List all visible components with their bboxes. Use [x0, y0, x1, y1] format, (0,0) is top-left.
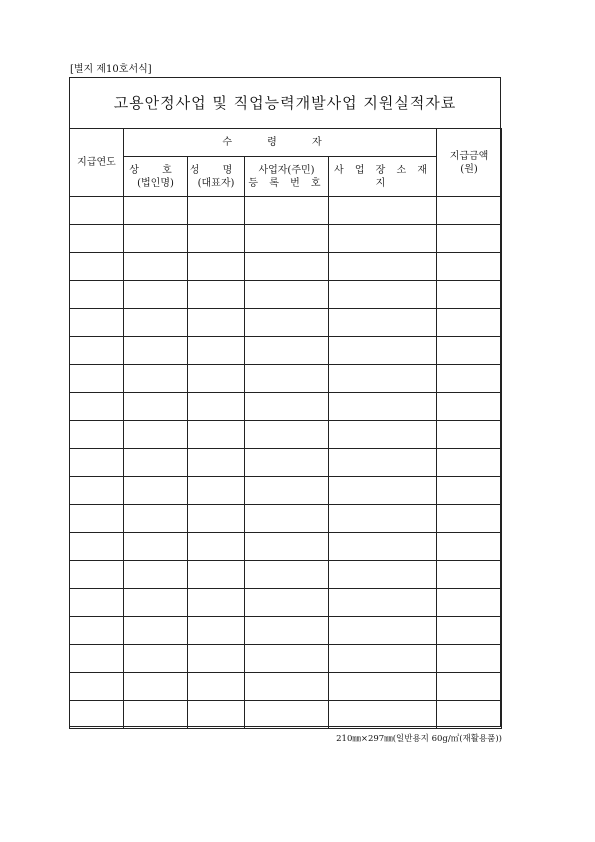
trade-name-cell[interactable]	[124, 449, 188, 477]
header-trade-name	[124, 157, 188, 197]
person-name-cell[interactable]	[188, 701, 245, 729]
payment-amount-cell[interactable]	[437, 253, 502, 281]
person-name-cell[interactable]	[188, 253, 245, 281]
reg-number-cell[interactable]	[245, 673, 329, 701]
business-location-cell[interactable]	[329, 617, 437, 645]
reg-number-cell[interactable]	[245, 477, 329, 505]
trade-name-cell[interactable]	[124, 393, 188, 421]
header-business-location	[329, 157, 437, 197]
table-row	[70, 197, 502, 225]
business-location-cell[interactable]	[329, 309, 437, 337]
payment-amount-cell[interactable]	[437, 365, 502, 393]
table-row	[70, 645, 502, 673]
person-name-cell[interactable]	[188, 393, 245, 421]
header-recipient	[124, 129, 437, 157]
payment-year-cell[interactable]	[70, 421, 124, 449]
payment-year-cell[interactable]	[70, 477, 124, 505]
reg-number-cell[interactable]	[245, 393, 329, 421]
business-location-cell[interactable]	[329, 197, 437, 225]
trade-name-cell[interactable]	[124, 253, 188, 281]
table-row	[70, 701, 502, 729]
payment-amount-cell[interactable]	[437, 617, 502, 645]
payment-amount-cell[interactable]	[437, 673, 502, 701]
business-location-cell[interactable]	[329, 561, 437, 589]
person-name-cell[interactable]	[188, 421, 245, 449]
payment-amount-cell[interactable]	[437, 337, 502, 365]
business-location-cell[interactable]	[329, 533, 437, 561]
trade-name-cell[interactable]	[124, 505, 188, 533]
payment-amount-cell[interactable]	[437, 281, 502, 309]
table-row	[70, 449, 502, 477]
person-name-cell[interactable]	[188, 477, 245, 505]
header-payment-amount-unit: (원)	[460, 163, 478, 175]
header-payment-year	[70, 129, 124, 197]
business-location-cell[interactable]	[329, 449, 437, 477]
table-row	[70, 281, 502, 309]
payment-amount-cell[interactable]	[437, 505, 502, 533]
business-location-cell[interactable]	[329, 421, 437, 449]
person-name-cell[interactable]	[188, 365, 245, 393]
business-location-cell[interactable]	[329, 393, 437, 421]
person-name-cell[interactable]	[188, 561, 245, 589]
trade-name-cell[interactable]	[124, 617, 188, 645]
reg-number-cell[interactable]	[245, 449, 329, 477]
payment-year-cell[interactable]	[70, 561, 124, 589]
header-person-name	[188, 157, 245, 197]
table-row	[70, 421, 502, 449]
paper-spec-note: 210㎜×297㎜(일반용지 60g/㎡(재활용품))	[336, 734, 502, 744]
trade-name-cell[interactable]	[124, 309, 188, 337]
business-location-cell[interactable]	[329, 281, 437, 309]
person-name-cell[interactable]	[188, 449, 245, 477]
reg-number-cell[interactable]	[245, 309, 329, 337]
payment-amount-cell[interactable]	[437, 561, 502, 589]
payment-year-cell[interactable]	[70, 505, 124, 533]
header-payment-amount-label: 지급금액	[449, 150, 489, 162]
trade-name-cell[interactable]	[124, 365, 188, 393]
payment-year-cell[interactable]	[70, 673, 124, 701]
reg-number-cell[interactable]	[245, 197, 329, 225]
payment-year-cell[interactable]	[70, 393, 124, 421]
reg-number-cell[interactable]	[245, 617, 329, 645]
support-record-table	[69, 128, 502, 729]
person-name-cell[interactable]	[188, 197, 245, 225]
header-person-name-label: 성 명	[189, 164, 243, 176]
payment-year-cell[interactable]	[70, 337, 124, 365]
trade-name-cell[interactable]	[124, 673, 188, 701]
payment-amount-cell[interactable]	[437, 533, 502, 561]
table-row	[70, 365, 502, 393]
header-reg-number-label: 사업자(주민)	[258, 164, 315, 176]
trade-name-cell[interactable]	[124, 421, 188, 449]
table-row	[70, 617, 502, 645]
form-number-label: [별지 제10호서식]	[70, 64, 152, 75]
payment-year-cell[interactable]	[70, 281, 124, 309]
header-reg-number	[245, 157, 329, 197]
reg-number-cell[interactable]	[245, 337, 329, 365]
reg-number-cell[interactable]	[245, 701, 329, 729]
payment-amount-cell[interactable]	[437, 225, 502, 253]
payment-amount-cell[interactable]	[437, 421, 502, 449]
reg-number-cell[interactable]	[245, 589, 329, 617]
payment-year-cell[interactable]	[70, 589, 124, 617]
business-location-cell[interactable]	[329, 589, 437, 617]
trade-name-cell[interactable]	[124, 645, 188, 673]
table-row	[70, 393, 502, 421]
business-location-cell[interactable]	[329, 673, 437, 701]
trade-name-cell[interactable]	[124, 225, 188, 253]
payment-year-cell[interactable]	[70, 617, 124, 645]
person-name-cell[interactable]	[188, 589, 245, 617]
payment-amount-cell[interactable]	[437, 197, 502, 225]
table-row	[70, 673, 502, 701]
trade-name-cell[interactable]	[124, 337, 188, 365]
header-reg-number-sub: 등 록 번 호	[248, 177, 325, 189]
business-location-cell[interactable]	[329, 505, 437, 533]
reg-number-cell[interactable]	[245, 505, 329, 533]
trade-name-cell[interactable]	[124, 701, 188, 729]
table-row	[70, 505, 502, 533]
business-location-cell[interactable]	[329, 365, 437, 393]
person-name-cell[interactable]	[188, 673, 245, 701]
table-row	[70, 309, 502, 337]
person-name-cell[interactable]	[188, 617, 245, 645]
trade-name-cell[interactable]	[124, 281, 188, 309]
reg-number-cell[interactable]	[245, 365, 329, 393]
payment-year-cell[interactable]	[70, 197, 124, 225]
person-name-cell[interactable]	[188, 309, 245, 337]
trade-name-cell[interactable]	[124, 477, 188, 505]
business-location-cell[interactable]	[329, 645, 437, 673]
reg-number-cell[interactable]	[245, 253, 329, 281]
payment-year-cell[interactable]	[70, 253, 124, 281]
header-recipient-label: 수 령 자	[222, 137, 338, 148]
business-location-cell[interactable]	[329, 225, 437, 253]
payment-year-cell[interactable]	[70, 225, 124, 253]
table-row	[70, 225, 502, 253]
payment-year-cell[interactable]	[70, 365, 124, 393]
header-person-name-sub: (대표자)	[197, 177, 235, 189]
table-row	[70, 253, 502, 281]
person-name-cell[interactable]	[188, 505, 245, 533]
trade-name-cell[interactable]	[124, 589, 188, 617]
payment-year-cell[interactable]	[70, 309, 124, 337]
person-name-cell[interactable]	[188, 281, 245, 309]
header-business-location-label: 사 업 장 소 재 지	[334, 164, 432, 189]
table-body	[70, 197, 502, 729]
reg-number-cell[interactable]	[245, 561, 329, 589]
payment-year-cell[interactable]	[70, 533, 124, 561]
reg-number-cell[interactable]	[245, 533, 329, 561]
header-payment-amount	[437, 129, 502, 197]
table-row	[70, 533, 502, 561]
table-row	[70, 561, 502, 589]
payment-year-cell[interactable]	[70, 449, 124, 477]
reg-number-cell[interactable]	[245, 421, 329, 449]
payment-amount-cell[interactable]	[437, 393, 502, 421]
person-name-cell[interactable]	[188, 645, 245, 673]
payment-year-cell[interactable]	[70, 701, 124, 729]
reg-number-cell[interactable]	[245, 645, 329, 673]
business-location-cell[interactable]	[329, 337, 437, 365]
table-row	[70, 589, 502, 617]
payment-amount-cell[interactable]	[437, 309, 502, 337]
person-name-cell[interactable]	[188, 337, 245, 365]
payment-amount-cell[interactable]	[437, 645, 502, 673]
header-payment-year-label: 지급연도	[77, 157, 116, 168]
table-row	[70, 477, 502, 505]
payment-amount-cell[interactable]	[437, 701, 502, 729]
reg-number-cell[interactable]	[245, 281, 329, 309]
header-trade-name-label: 상 호	[129, 164, 182, 176]
payment-amount-cell[interactable]	[437, 477, 502, 505]
payment-year-cell[interactable]	[70, 645, 124, 673]
person-name-cell[interactable]	[188, 225, 245, 253]
form-title: 고용안정사업 및 직업능력개발사업 지원실적자료	[69, 77, 501, 129]
payment-amount-cell[interactable]	[437, 449, 502, 477]
header-trade-name-sub: (법인명)	[137, 177, 174, 189]
trade-name-cell[interactable]	[124, 197, 188, 225]
trade-name-cell[interactable]	[124, 533, 188, 561]
table-row	[70, 337, 502, 365]
payment-amount-cell[interactable]	[437, 589, 502, 617]
business-location-cell[interactable]	[329, 477, 437, 505]
business-location-cell[interactable]	[329, 701, 437, 729]
person-name-cell[interactable]	[188, 533, 245, 561]
trade-name-cell[interactable]	[124, 561, 188, 589]
reg-number-cell[interactable]	[245, 225, 329, 253]
business-location-cell[interactable]	[329, 253, 437, 281]
